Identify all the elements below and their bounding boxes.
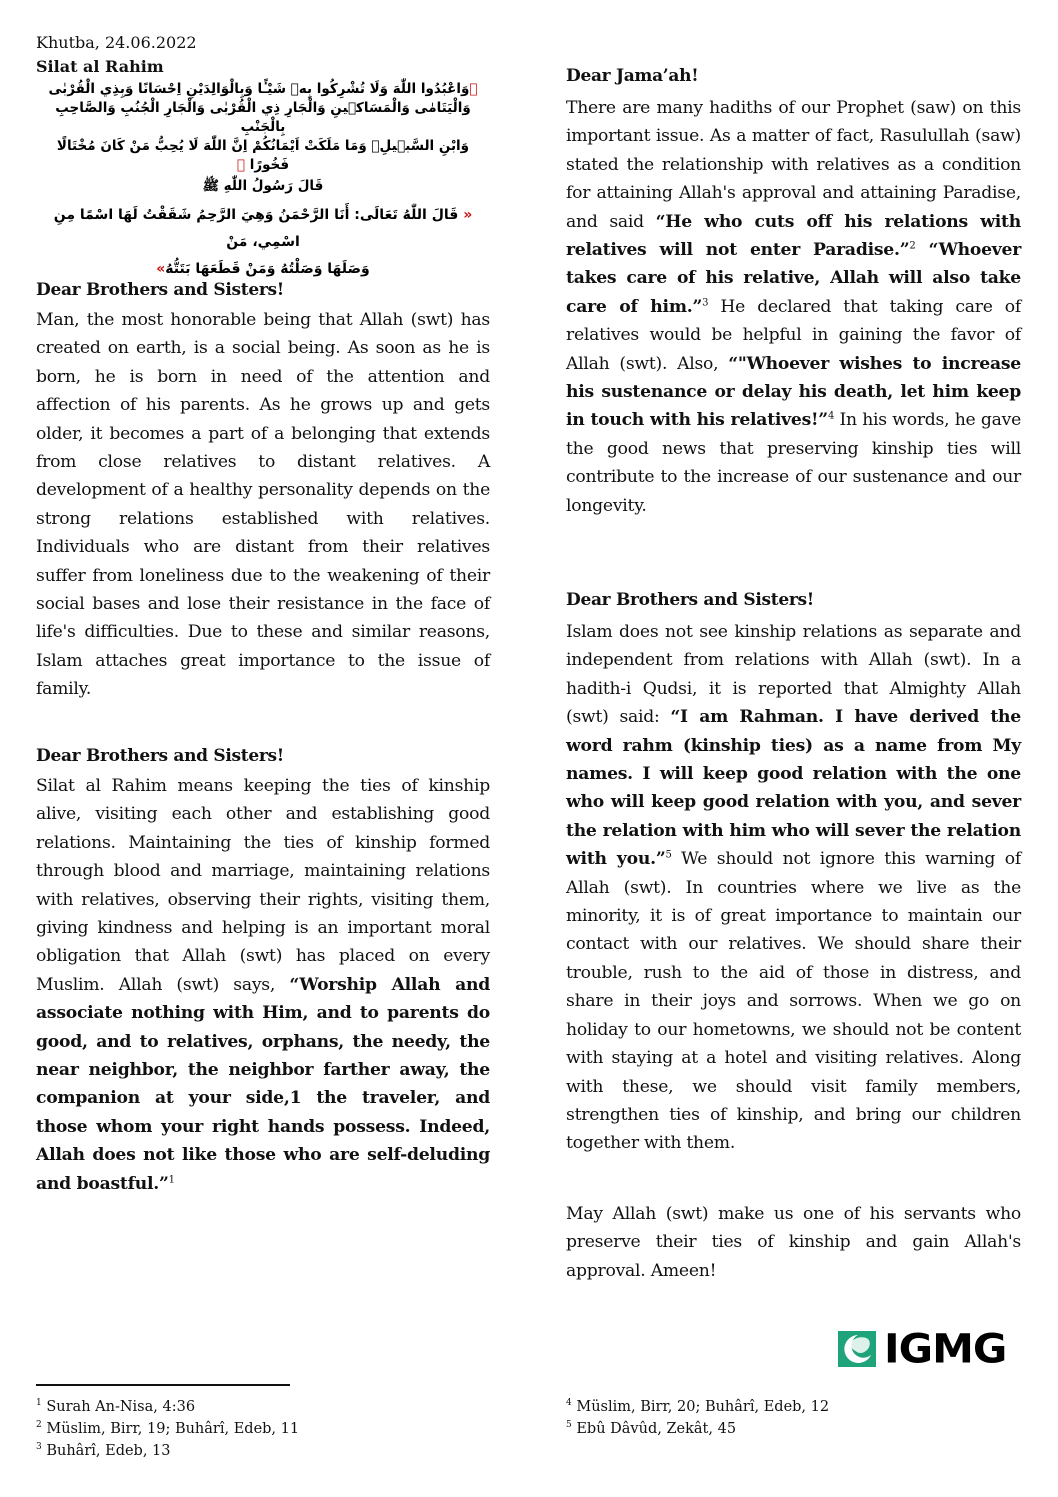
ayah-line-3: وَابْنِ السَّب۪يلِۙ وَمَا مَلَكَتْ اَيْمَانُكُمْ اِنَّ اللّٰهَ لَا يُحِبُّ مَنْ كَانَ مُخْتَالًا فَخُورًا ﴾ [56, 138, 470, 173]
section-heading: Dear Brothers and Sisters! [36, 746, 284, 766]
hadith-quote: “Whoever takes care of his relative, Allah will also take care of him.” [566, 240, 1022, 317]
hadith-text: « قَالَ اللّٰهُ تَعَالَى: أَنَا الرَّحْمَنُ وَهِيَ الرَّحِمُ شَقَقْتُ لَهَا اسْمًا مِنِ اسْمِي، مَنْ وَصَلَهَا وَصَلْتُهُ وَمَنْ قَطَعَهَا بَتَتُّهُ» [53, 207, 473, 277]
khutba-date: Khutba, 24.06.2022 [36, 33, 197, 52]
ayah-line-1: ﴿وَاعْبُدُوا اللّٰهَ وَلَا تُشْرِكُوا بِهٖ شَيْـًٔا وَبِالْوَالِدَيْنِ اِحْسَانًا وَبِذِي الْقُرْبٰى [48, 81, 478, 97]
paragraph-hadiths: There are many hadiths of our Prophet (saw) on this important issue. As a matter of fact, Rasulullah (saw) stated the relationship with relatives as a condition for attaining Allah's approval and attaining Paradise, and said “He who cuts off his relations with relatives will not enter Paradise.”$^2$ “Whoever takes care of his relative, Allah will also take care of him.”$^3$ He declared that taking care of relatives would be helpful in gaining the favor of Allah (swt). Also, “"Whoever wishes to increase his sustenance or delay his death, let him keep in touch with his relatives!”$^4$ In his words, he gave the good news that preserving kinship ties will contribute to the increase of our sustenance and our longevity. [566, 98, 1022, 516]
paragraph-social-being: Man, the most honorable being that Allah (swt) has created on earth, is a social being. As soon as he is born, he is born in need of the attention and affection of his parents. As he grows up and gets older, it becomes a part of a belonging that extends from close relatives to distant relatives. A development of a healthy personality depends on the strong relations established with relatives. Individuals who are distant from their relatives suffer from loneliness due to the weakening of their social bases and lose their resistance in the face of life's difficulties. Due to these and similar reasons, Islam attaches great importance to the issue of family. [36, 310, 490, 700]
footnote-item: $^5$ Ebû Dâvûd, Zekât, 45 [566, 1420, 737, 1437]
closing-prayer: May Allah (swt) make us one of his servants who preserve their ties of kinship and gain Allah's approval. Ameen! [566, 1204, 1021, 1281]
document-title: Silat al Rahim [36, 57, 164, 76]
arabic-verse-block [36, 80, 490, 283]
logo-wordmark: IGMG [884, 1325, 1007, 1372]
hadith-close-quote: » [156, 261, 166, 277]
footnote-ref: 4 [827, 410, 835, 422]
footnote-divider [36, 1384, 290, 1386]
section-heading: Dear Jama’ah! [566, 66, 699, 86]
section-heading: Dear Brothers and Sisters! [36, 280, 284, 300]
footnote-item: $^2$ Müslim, Birr, 19; Buhârî, Edeb, 11 [36, 1420, 300, 1437]
hadith-quote: “He who cuts off his relations with relatives will not enter Paradise.” [566, 211, 1021, 261]
paragraph-silat-al-rahim: Silat al Rahim means keeping the ties of kinship alive, visiting each other and establishing good relations. Maintaining the ties of kinship formed through blood and marriage, maintaining relations with relatives, observing their rights, visiting them, giving kindness and helping is an important moral obligation that Allah (swt) has placed on every Muslim. Allah (swt) says, “Worship Allah and associate nothing with Him, and to parents do good, and to relatives, orphans, the needy, the near neighbor, the neighbor farther away, the companion at your side,1 the traveler, and those whom your right hands possess. Indeed, Allah does not like those who are self-deluding and boastful.”$^1$ [36, 776, 490, 1194]
footnote-ref: 3 [702, 297, 709, 309]
footnote-item: $^3$ Buhârî, Edeb, 13 [36, 1442, 171, 1459]
ayah-open-bracket: ﴿ [469, 81, 478, 97]
quran-quote: “Worship Allah and associate nothing with Him, and to parents do good, and to relatives, orphans, the needy, the near neighbor, the neighbor farther away, the companion at your side,1 the traveler, and those whom your right hands possess. Indeed, Allah does not like those who are self-deluding and boastful.” [36, 974, 490, 1194]
igmg-logo [838, 1325, 1007, 1372]
footnotes-right [566, 1396, 829, 1440]
ayah-line-2: وَالْيَتَامٰى وَالْمَسَاك۪ينِ وَالْجَارِ ذِي الْقُرْبٰى وَالْجَارِ الْجُنُبِ وَالصَّاحِبِ بِالْجَنْبِ [55, 100, 471, 135]
hadith-quote: “"Whoever wishes to increase his sustenance or delay his death, let him keep in touch with his relatives!” [566, 353, 1021, 431]
footnote-ref: 1 [168, 1173, 175, 1185]
footnote-ref: 2 [909, 240, 916, 252]
crescent-globe-icon [838, 1331, 876, 1367]
footnotes-left [36, 1396, 299, 1462]
hadith-qudsi-quote: “I am Rahman. I have derived the word rahm (kinship ties) as a name from My names. I will keep good relation with the one who will keep good relation with you, and sever the relation with him who will sever the relation with you.” [566, 707, 1021, 870]
ayah-close-bracket: ﴾ [236, 157, 245, 173]
footnote-item: $^4$ Müslim, Birr, 20; Buhârî, Edeb, 12 [566, 1398, 830, 1415]
paragraph-hadith-qudsi: Islam does not see kinship relations as separate and independent from relations with Allah (swt). In a hadith-i Qudsi, it is reported that Almighty Allah (swt) said: “I am Rahman. I have derived the word rahm (kinship ties) as a name from My names. I will keep good relation with the one who will keep good relation with you, and sever the relation with him who will sever the relation with you.”$^5$ We should not ignore this warning of Allah (swt). In countries where we live as the minority, it is of great importance to maintain our contact with our relatives. We should share their trouble, rush to the aid of those in distress, and share in their joys and sorrows. When we go on holiday to our hometowns, we should not be content with staying at a hotel and visiting relatives. Along with these, we should visit family members, strengthen ties of kinship, and bring our children together with them. [566, 622, 1021, 1154]
footnote-ref: 5 [665, 849, 672, 861]
hadith-attribution: قَالَ رَسُولُ اللّٰهِ ﷺ [202, 178, 324, 194]
footnote-item: $^1$ Surah An-Nisa, 4:36 [36, 1398, 196, 1415]
hadith-open-quote: « [463, 207, 473, 223]
section-heading: Dear Brothers and Sisters! [566, 590, 814, 610]
